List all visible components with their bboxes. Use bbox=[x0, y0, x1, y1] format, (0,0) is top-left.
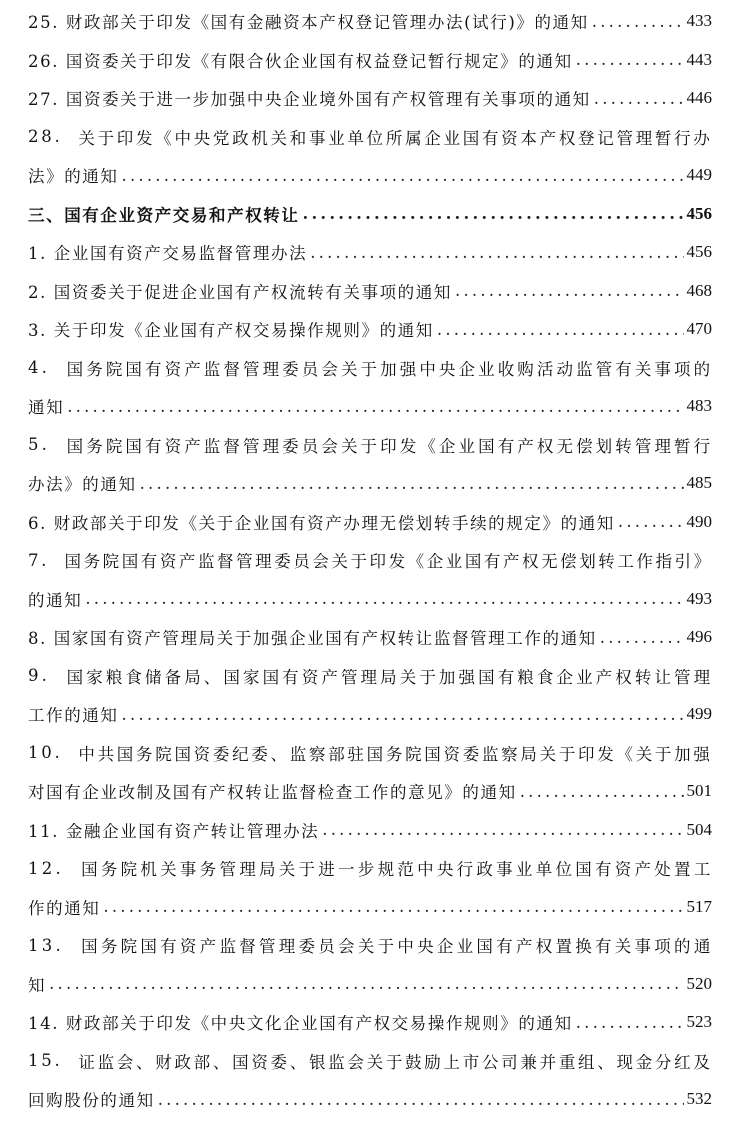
toc-entry-text: 1. 企业国有资产交易监督管理办法 bbox=[28, 244, 308, 264]
toc-line[interactable]: 2 8 . 关 于 印 发 《 中 央 党 政 机 关 和 事 业 单 位 所 属 企 业 国 有 资 本 产 权 登 记 管 理 暂 行 办 bbox=[28, 127, 712, 148]
toc-entry-text: 27. 国资委关于进一步加强中央企业境外国有产权管理有关事项的通知 bbox=[28, 90, 591, 110]
dot-leader bbox=[592, 12, 684, 31]
toc-page-number: 485 bbox=[686, 473, 712, 493]
dot-leader bbox=[140, 474, 684, 493]
dot-leader bbox=[303, 204, 684, 223]
toc-line[interactable] bbox=[28, 618, 712, 657]
toc-entry-text: 通知 bbox=[28, 398, 65, 418]
toc-page-number: 532 bbox=[686, 1089, 712, 1109]
dot-leader bbox=[600, 628, 684, 647]
toc-line[interactable] bbox=[28, 233, 712, 272]
table-of-contents bbox=[28, 2, 712, 1119]
toc-page-number: 449 bbox=[686, 165, 712, 185]
dot-leader bbox=[618, 512, 684, 531]
dot-leader bbox=[85, 589, 683, 608]
toc-entry-text: 对国有企业改制及国有产权转让监督检查工作的意见》的通知 bbox=[28, 783, 517, 803]
toc-entry-text: 6. 财政部关于印发《关于企业国有资产办理无偿划转手续的规定》的通知 bbox=[28, 513, 615, 533]
toc-line[interactable] bbox=[28, 387, 712, 426]
toc-line[interactable] bbox=[28, 2, 712, 41]
toc-entry-text: 26. 国资委关于印发《有限合伙企业国有权益登记暂行规定》的通知 bbox=[28, 51, 573, 71]
toc-line[interactable] bbox=[28, 580, 712, 619]
dot-leader bbox=[122, 166, 684, 185]
toc-line[interactable] bbox=[28, 811, 712, 850]
toc-entry-text: 11. 金融企业国有资产转让管理办法 bbox=[28, 821, 320, 841]
toc-entry-text: 25. 财政部关于印发《国有金融资本产权登记管理办法(试行)》的通知 bbox=[28, 13, 589, 33]
dot-leader bbox=[455, 281, 684, 300]
toc-page-number: 456 bbox=[686, 203, 712, 223]
toc-line[interactable] bbox=[28, 41, 712, 80]
toc-line[interactable]: 1 0 . 中 共 国 务 院 国 资 委 纪 委 、 监 察 部 驻 国 务 院 国 资 委 监 察 局 关 于 印 发 《 关 于 加 强 bbox=[28, 743, 712, 764]
dot-leader bbox=[310, 243, 683, 262]
toc-line[interactable]: 9 . 国 家 粮 食 储 备 局 、 国 家 国 有 资 产 管 理 局 关 于 加 强 国 有 粮 食 企 业 产 权 转 让 管 理 bbox=[28, 666, 712, 687]
dot-leader bbox=[322, 820, 683, 839]
toc-entry-text: 14. 财政部关于印发《中央文化企业国有产权交易操作规则》的通知 bbox=[28, 1014, 573, 1034]
toc-page-number: 517 bbox=[686, 896, 712, 916]
toc-page-number: 496 bbox=[686, 627, 712, 647]
toc-entry-text: 知 bbox=[28, 975, 47, 995]
toc-page-number: 456 bbox=[686, 242, 712, 262]
dot-leader bbox=[67, 397, 683, 416]
toc-entry-text: 法》的通知 bbox=[28, 167, 119, 187]
toc-line[interactable] bbox=[28, 272, 712, 311]
toc-entry-text: 2. 国资委关于促进企业国有产权流转有关事项的通知 bbox=[28, 282, 452, 302]
dot-leader bbox=[103, 897, 683, 916]
toc-line[interactable] bbox=[28, 156, 712, 195]
toc-entry-text: 3. 关于印发《企业国有产权交易操作规则》的通知 bbox=[28, 321, 434, 341]
toc-entry-text: 回购股份的通知 bbox=[28, 1091, 155, 1111]
toc-line[interactable] bbox=[28, 965, 712, 1004]
toc-page-number: 446 bbox=[686, 88, 712, 108]
toc-page-number: 523 bbox=[686, 1012, 712, 1032]
toc-line[interactable] bbox=[28, 1080, 712, 1119]
toc-page-number: 504 bbox=[686, 819, 712, 839]
toc-entry-text: 工作的通知 bbox=[28, 706, 119, 726]
toc-page-number: 493 bbox=[686, 588, 712, 608]
dot-leader bbox=[158, 1090, 684, 1109]
toc-section-heading[interactable] bbox=[28, 195, 712, 234]
toc-line[interactable]: 5 . 国 务 院 国 有 资 产 监 督 管 理 委 员 会 关 于 印 发 《 企 业 国 有 产 权 无 偿 划 转 管 理 暂 行 bbox=[28, 435, 712, 456]
toc-page-number: 520 bbox=[686, 973, 712, 993]
toc-line[interactable] bbox=[28, 310, 712, 349]
toc-entry-text: 的通知 bbox=[28, 590, 83, 610]
toc-page-number: 443 bbox=[686, 49, 712, 69]
toc-entry-text: 三、国有企业资产交易和产权转让 bbox=[28, 205, 300, 225]
toc-line[interactable] bbox=[28, 503, 712, 542]
toc-line[interactable]: 7 . 国 务 院 国 有 资 产 监 督 管 理 委 员 会 关 于 印 发 《 企 业 国 有 产 权 无 偿 划 转 工 作 指 引 》 bbox=[28, 550, 712, 572]
toc-line[interactable] bbox=[28, 888, 712, 927]
toc-line[interactable] bbox=[28, 79, 712, 118]
toc-page-number: 468 bbox=[686, 280, 712, 300]
toc-page-number: 501 bbox=[686, 781, 712, 801]
toc-line[interactable] bbox=[28, 1003, 712, 1042]
toc-line[interactable]: 4 . 国 务 院 国 有 资 产 监 督 管 理 委 员 会 关 于 加 强 中 央 企 业 收 购 活 动 监 管 有 关 事 项 的 bbox=[28, 358, 712, 379]
toc-line[interactable]: 1 3 . 国 务 院 国 有 资 产 监 督 管 理 委 员 会 关 于 中 央 企 业 国 有 产 权 置 换 有 关 事 项 的 通 bbox=[28, 935, 712, 957]
toc-line[interactable] bbox=[28, 464, 712, 503]
toc-page-number: 490 bbox=[686, 511, 712, 531]
toc-entry-text: 办法》的通知 bbox=[28, 475, 137, 495]
dot-leader bbox=[49, 974, 683, 993]
toc-page-number: 433 bbox=[686, 11, 712, 31]
toc-line[interactable]: 1 2 . 国 务 院 机 关 事 务 管 理 局 关 于 进 一 步 规 范 中 央 行 政 事 业 单 位 国 有 资 产 处 置 工 bbox=[28, 858, 712, 880]
toc-page-number: 483 bbox=[686, 396, 712, 416]
dot-leader bbox=[594, 89, 684, 108]
toc-page-number: 470 bbox=[686, 319, 712, 339]
dot-leader bbox=[576, 1013, 684, 1032]
toc-line[interactable]: 1 5 . 证 监 会 、 财 政 部 、 国 资 委 、 银 监 会 关 于 鼓 励 上 市 公 司 兼 并 重 组 、 现 金 分 红 及 bbox=[28, 1051, 712, 1072]
dot-leader bbox=[520, 782, 684, 801]
dot-leader bbox=[576, 50, 684, 69]
toc-entry-text: 作的通知 bbox=[28, 898, 101, 918]
toc-page-number: 499 bbox=[686, 704, 712, 724]
toc-line[interactable] bbox=[28, 695, 712, 734]
dot-leader bbox=[122, 705, 684, 724]
toc-entry-text: 8. 国家国有资产管理局关于加强企业国有产权转让监督管理工作的通知 bbox=[28, 629, 597, 649]
toc-line[interactable] bbox=[28, 772, 712, 811]
dot-leader bbox=[437, 320, 684, 339]
